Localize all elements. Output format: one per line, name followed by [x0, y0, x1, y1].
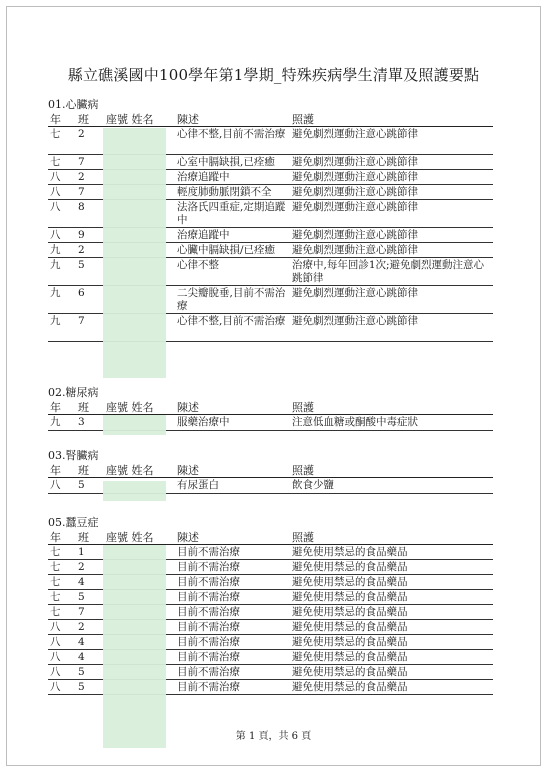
cell-class: 5 [78, 666, 85, 678]
cell-grade: 八 [50, 681, 61, 693]
header-grade: 年 [50, 113, 61, 126]
cell-grade: 九 [50, 244, 61, 256]
header-desc: 陳述 [177, 113, 199, 126]
cell-class: 7 [78, 606, 85, 618]
header-grade: 年 [50, 531, 61, 544]
table-header [48, 529, 493, 545]
cell-grade: 八 [50, 651, 61, 663]
cell-class: 8 [78, 201, 85, 213]
cell-desc: 有尿蛋白 [177, 479, 219, 491]
cell-desc: 服藥治療中 [177, 416, 230, 428]
cell-grade: 七 [50, 576, 61, 588]
cell-desc: 心律不整 [177, 259, 219, 271]
cell-care: 避免使用禁忌的食品藥品 [292, 606, 408, 618]
cell-desc: 目前不需治療 [177, 591, 240, 603]
redaction-mask [103, 481, 166, 501]
cell-grade: 八 [50, 171, 61, 183]
cell-desc: 目前不需治療 [177, 546, 240, 558]
redaction-mask [103, 545, 166, 748]
header-desc: 陳述 [177, 464, 199, 477]
cell-care: 避免劇烈運動注意心跳節律 [292, 287, 418, 299]
cell-care: 避免使用禁忌的食品藥品 [292, 681, 408, 693]
cell-care: 治療中,每年回診1次;避免劇烈運動注意心跳節律 [292, 259, 485, 284]
cell-desc: 心律不整,目前不需治療 [177, 315, 286, 327]
header-class: 班 [78, 113, 89, 126]
cell-care: 避免使用禁忌的食品藥品 [292, 651, 408, 663]
cell-care: 避免劇烈運動注意心跳節律 [292, 156, 418, 168]
redaction-mask [103, 128, 166, 378]
cell-class: 4 [78, 576, 85, 588]
table-header [48, 111, 493, 127]
header-seat_name: 座號 姓名 [106, 113, 154, 126]
cell-care: 避免劇烈運動注意心跳節律 [292, 315, 418, 327]
header-care: 照護 [292, 401, 314, 414]
header-class: 班 [78, 464, 89, 477]
header-class: 班 [78, 531, 89, 544]
header-care: 照護 [292, 464, 314, 477]
cell-grade: 八 [50, 666, 61, 678]
cell-grade: 九 [50, 259, 61, 271]
cell-class: 2 [78, 128, 85, 140]
cell-class: 6 [78, 287, 85, 299]
cell-care: 避免劇烈運動注意心跳節律 [292, 201, 418, 213]
cell-class: 5 [78, 479, 85, 491]
redaction-mask [103, 415, 166, 435]
cell-class: 5 [78, 591, 85, 603]
cell-class: 5 [78, 259, 85, 271]
cell-grade: 七 [50, 156, 61, 168]
header-seat_name: 座號 姓名 [106, 464, 154, 477]
cell-class: 2 [78, 171, 85, 183]
cell-care: 避免劇烈運動注意心跳節律 [292, 186, 418, 198]
section-title: 03.腎臟病 [48, 449, 99, 462]
cell-care: 避免使用禁忌的食品藥品 [292, 591, 408, 603]
cell-desc: 治療追蹤中 [177, 171, 230, 183]
cell-desc: 心律不整,目前不需治療 [177, 128, 286, 140]
cell-grade: 七 [50, 591, 61, 603]
cell-care: 避免劇烈運動注意心跳節律 [292, 171, 418, 183]
cell-desc: 目前不需治療 [177, 576, 240, 588]
cell-grade: 九 [50, 315, 61, 327]
cell-care: 注意低血糖或酮酸中毒症狀 [292, 416, 418, 428]
cell-class: 9 [78, 229, 85, 241]
cell-care: 避免使用禁忌的食品藥品 [292, 576, 408, 588]
cell-desc: 目前不需治療 [177, 561, 240, 573]
cell-grade: 八 [50, 201, 61, 213]
cell-class: 5 [78, 681, 85, 693]
cell-care: 避免劇烈運動注意心跳節律 [292, 244, 418, 256]
cell-class: 3 [78, 416, 85, 428]
cell-grade: 八 [50, 186, 61, 198]
section-title: 02.糖尿病 [48, 386, 99, 399]
cell-care: 避免使用禁忌的食品藥品 [292, 666, 408, 678]
header-grade: 年 [50, 401, 61, 414]
cell-grade: 八 [50, 229, 61, 241]
cell-care: 飲食少鹽 [292, 479, 334, 491]
cell-desc: 目前不需治療 [177, 651, 240, 663]
cell-desc: 治療追蹤中 [177, 229, 230, 241]
cell-class: 7 [78, 186, 85, 198]
cell-grade: 八 [50, 636, 61, 648]
cell-care: 避免使用禁忌的食品藥品 [292, 546, 408, 558]
cell-grade: 八 [50, 479, 61, 491]
cell-grade: 七 [50, 606, 61, 618]
cell-desc: 心室中膈缺損,已痊癒 [177, 156, 275, 168]
cell-desc: 二尖瓣脫垂,目前不需治療 [177, 287, 286, 312]
header-seat_name: 座號 姓名 [106, 531, 154, 544]
cell-grade: 八 [50, 621, 61, 633]
cell-desc: 目前不需治療 [177, 636, 240, 648]
section-title: 05.蠶豆症 [48, 516, 99, 529]
header-desc: 陳述 [177, 531, 199, 544]
cell-desc: 目前不需治療 [177, 621, 240, 633]
page-title: 縣立礁溪國中100學年第1學期_特殊疾病學生清單及照護要點 [67, 66, 480, 84]
cell-care: 避免使用禁忌的食品藥品 [292, 561, 408, 573]
cell-class: 1 [78, 546, 85, 558]
section-title: 01.心臟病 [48, 98, 99, 111]
cell-class: 4 [78, 636, 85, 648]
cell-desc: 輕度肺動脈閉鎖不全 [177, 186, 272, 198]
cell-class: 4 [78, 651, 85, 663]
cell-care: 避免劇烈運動注意心跳節律 [292, 229, 418, 241]
cell-grade: 七 [50, 128, 61, 140]
cell-desc: 法洛氏四重症,定期追蹤中 [177, 201, 286, 226]
header-desc: 陳述 [177, 401, 199, 414]
cell-desc: 心臟中膈缺損/已痊癒 [177, 244, 276, 256]
cell-grade: 九 [50, 416, 61, 428]
header-care: 照護 [292, 531, 314, 544]
cell-desc: 目前不需治療 [177, 681, 240, 693]
cell-class: 2 [78, 244, 85, 256]
table-header [48, 462, 493, 478]
cell-desc: 目前不需治療 [177, 666, 240, 678]
header-seat_name: 座號 姓名 [106, 401, 154, 414]
cell-care: 避免使用禁忌的食品藥品 [292, 636, 408, 648]
cell-class: 2 [78, 561, 85, 573]
cell-grade: 九 [50, 287, 61, 299]
cell-desc: 目前不需治療 [177, 606, 240, 618]
cell-grade: 七 [50, 546, 61, 558]
cell-care: 避免使用禁忌的食品藥品 [292, 621, 408, 633]
cell-class: 7 [78, 156, 85, 168]
header-care: 照護 [292, 113, 314, 126]
cell-grade: 七 [50, 561, 61, 573]
cell-class: 7 [78, 315, 85, 327]
header-class: 班 [78, 401, 89, 414]
cell-care: 避免劇烈運動注意心跳節律 [292, 128, 418, 140]
cell-class: 2 [78, 621, 85, 633]
table-header [48, 399, 493, 415]
header-grade: 年 [50, 464, 61, 477]
page-footer: 第 1 頁，共 6 頁 [235, 731, 312, 742]
